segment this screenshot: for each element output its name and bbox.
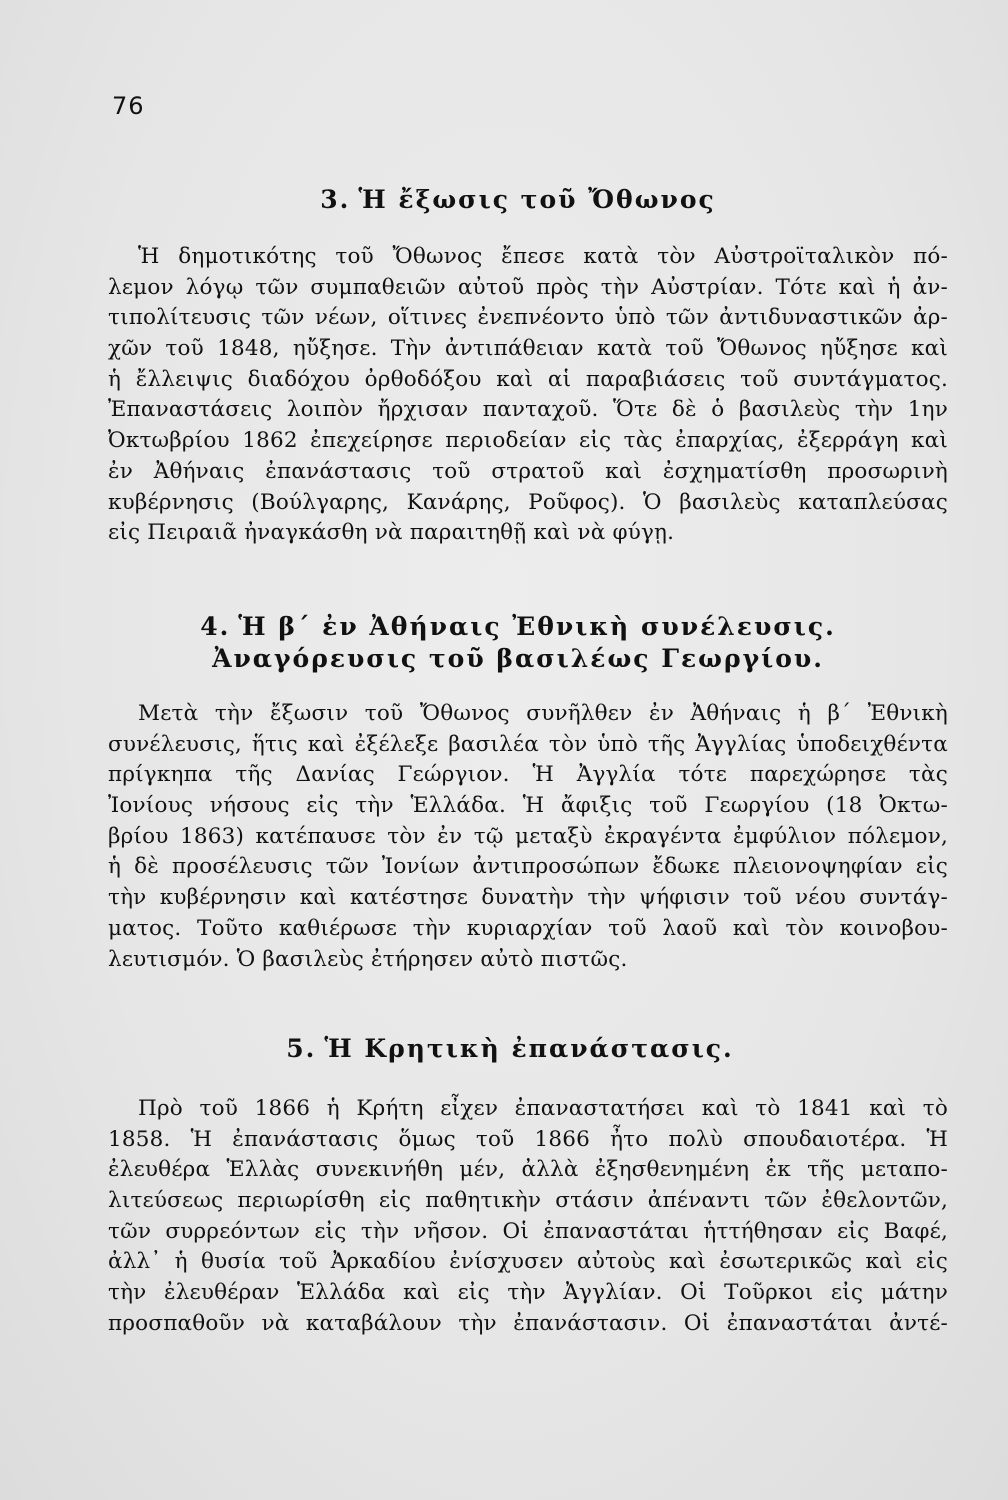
text-line: ἡ δὲ προσέλευσις τῶν Ἰονίων ἀντιπροσώπων ἔδωκε πλειονοψηφίαν εἰς — [108, 854, 948, 880]
text-line: Ἰονίους νήσους εἰς τὴν Ἑλλάδα. Ἡ ἄφιξις τοῦ Γεωργίου (18 Ὀκτω- — [108, 793, 948, 819]
section-number: 3. — [320, 185, 351, 214]
text-line: τιπολίτευσις τῶν νέων, οἵτινες ἐνεπνέοντο ὑπὸ τῶν ἀντιδυναστικῶν ἀρ- — [108, 305, 948, 331]
text-line: 1858. Ἡ ἐπανάστασις ὅμως τοῦ 1866 ἦτο πολὺ σπουδαιοτέρα. Ἡ — [108, 1126, 948, 1152]
text-line: ματος. Τοῦτο καθιέρωσε τὴν κυριαρχίαν τοῦ λαοῦ καὶ τὸν κοινοβου- — [108, 915, 948, 941]
text-line: ἐν Ἀθήναις ἐπανάστασις τοῦ στρατοῦ καὶ ἐσχηματίσθη προσωρινὴ — [108, 458, 948, 484]
text-line: προσπαθοῦν νὰ καταβάλουν τὴν ἐπανάστασιν. Οἱ ἐπαναστάται ἀντέ- — [108, 1310, 948, 1336]
text-line: Ἡ δημοτικότης τοῦ Ὄθωνος ἔπεσε κατὰ τὸν Αὐστροϊταλικὸν πό- — [138, 244, 948, 269]
section-4-heading-line2 — [0, 643, 1008, 675]
text-line: βρίου 1863) κατέπαυσε τὸν ἐν τῷ μεταξὺ ἐκραγέντα ἐμφύλιον πόλεμον, — [108, 823, 948, 849]
page-number: 76 — [112, 92, 145, 120]
text-line: ἡ ἔλλειψις διαδόχου ὀρθοδόξου καὶ αἱ παραβιάσεις τοῦ συντάγματος. — [108, 366, 948, 392]
text-line: χῶν τοῦ 1848, ηὔξησε. Τὴν ἀντιπάθειαν κατὰ τοῦ Ὄθωνος ηὔξησε καὶ — [108, 336, 948, 362]
text-line: Ὀκτωβρίου 1862 ἐπεχείρησε περιοδείαν εἰς τὰς ἐπαρχίας, ἐξερράγη καὶ — [108, 428, 948, 454]
section-5-paragraph — [108, 1094, 948, 1340]
text-line: λευτισμόν. Ὁ βασιλεὺς ἐτήρησεν αὐτὸ πιστῶς. — [108, 946, 628, 972]
section-4-heading — [0, 611, 1008, 643]
text-line: τῶν συρρεόντων εἰς τὴν νῆσον. Οἱ ἐπαναστάται ἡττήθησαν εἰς Βαφέ, — [108, 1218, 948, 1244]
text-line: λεμον λόγῳ τῶν συμπαθειῶν αὐτοῦ πρὸς τὴν Αὐστρίαν. Τότε καὶ ἡ ἀν- — [108, 274, 948, 300]
section-3-paragraph — [108, 242, 948, 549]
text-line: πρίγκηπα τῆς Δανίας Γεώργιον. Ἡ Ἀγγλία τότε παρεχώρησε τὰς — [108, 762, 948, 788]
section-number: 4. — [200, 612, 231, 641]
section-title-line2: Ἀναγόρευσις τοῦ βασιλέως Γεωργίου. — [212, 644, 824, 673]
section-title-line1: Ἡ β΄ ἐν Ἀθήναις Ἐθνικὴ συνέλευσις. — [238, 612, 836, 641]
text-line: Ἐπαναστάσεις λοιπὸν ἤρχισαν πανταχοῦ. Ὅτε δὲ ὁ βασιλεὺς τὴν 1ην — [108, 397, 948, 423]
section-5-heading — [0, 1033, 1008, 1065]
text-line: εἰς Πειραιᾶ ἠναγκάσθη νὰ παραιτηθῇ καὶ νὰ φύγῃ. — [108, 520, 675, 546]
text-line: κυβέρνησις (Βούλγαρης, Κανάρης, Ροῦφος). Ὁ βασιλεὺς καταπλεύσας — [108, 489, 948, 515]
text-line: Πρὸ τοῦ 1866 ἡ Κρήτη εἶχεν ἐπαναστατήσει καὶ τὸ 1841 καὶ τὸ — [138, 1096, 948, 1121]
text-line: ἀλλ᾽ ἡ θυσία τοῦ Ἀρκαδίου ἐνίσχυσεν αὐτοὺς καὶ ἐσωτερικῶς καὶ εἰς — [108, 1249, 948, 1275]
section-title: Ἡ ἔξωσις τοῦ Ὄθωνος — [358, 185, 716, 214]
text-line: τὴν ἐλευθέραν Ἑλλάδα καὶ εἰς τὴν Ἀγγλίαν. Οἱ Τοῦρκοι εἰς μάτην — [108, 1280, 948, 1306]
text-line: λιτεύσεως περιωρίσθη εἰς παθητικὴν στάσιν ἀπέναντι τῶν ἐθελοντῶν, — [108, 1188, 948, 1214]
section-3-heading — [0, 184, 1008, 216]
text-line: Μετὰ τὴν ἔξωσιν τοῦ Ὄθωνος συνῆλθεν ἐν Ἀθήναις ἡ β΄ Ἐθνικὴ — [138, 701, 948, 726]
section-number: 5. — [286, 1034, 317, 1063]
text-line: ἐλευθέρα Ἑλλὰς συνεκινήθη μέν, ἀλλὰ ἐξησθενημένη ἐκ τῆς μεταπο- — [108, 1157, 948, 1183]
section-4-paragraph — [108, 699, 948, 975]
text-line: συνέλευσις, ἥτις καὶ ἐξέλεξε βασιλέα τὸν ὑπὸ τῆς Ἀγγλίας ὑποδειχθέντα — [108, 731, 948, 757]
text-line: τὴν κυβέρνησιν καὶ κατέστησε δυνατὴν τὴν ψήφισιν τοῦ νέου συντάγ- — [108, 885, 948, 911]
section-title: Ἡ Κρητικὴ ἐπανάστασις. — [324, 1034, 734, 1063]
